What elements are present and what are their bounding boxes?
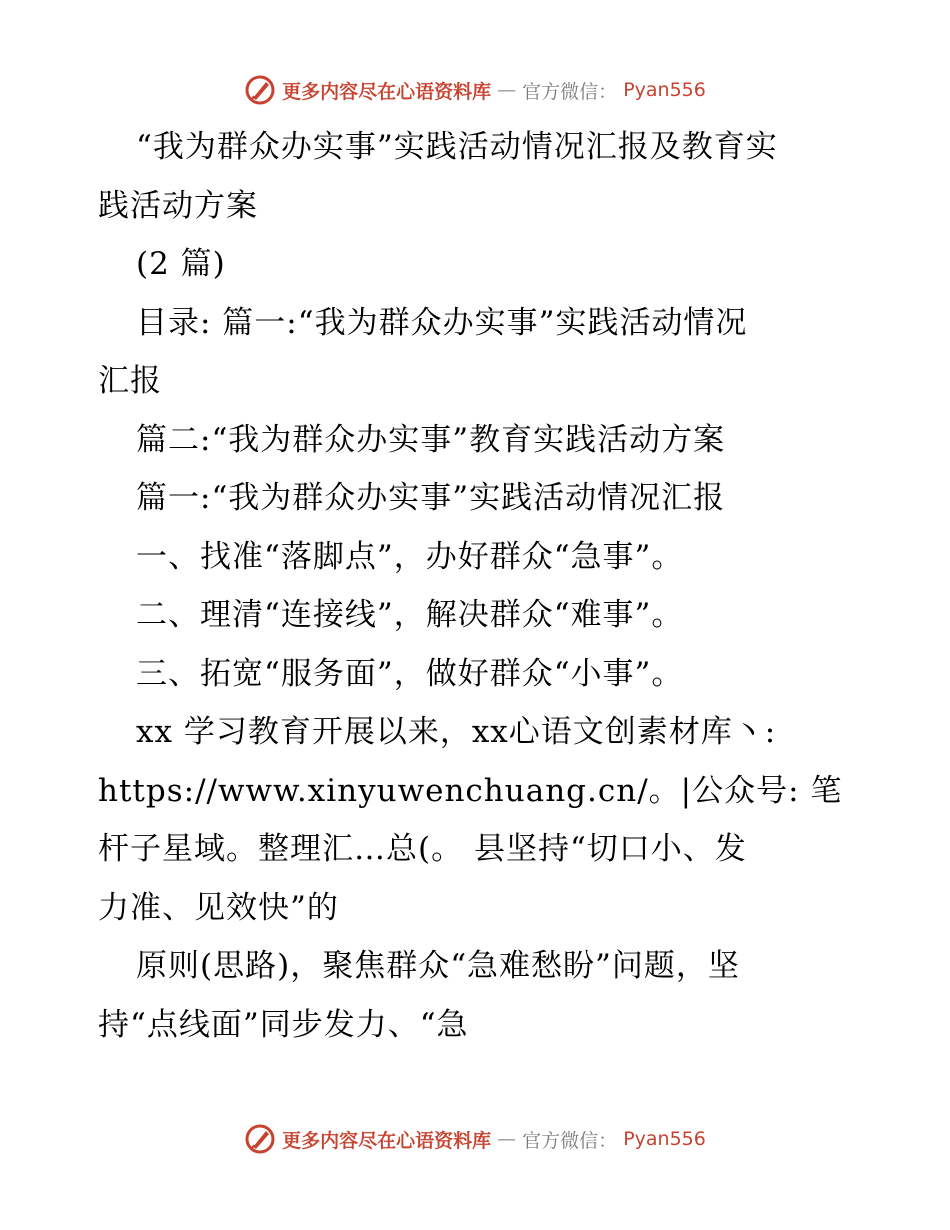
- title-line-1: “我为群众办实事”实践活动情况汇报及教育实: [136, 129, 778, 165]
- title-line-2: 践活动方案: [98, 187, 258, 224]
- section-heading: 篇一:“我为群众办实事”实践活动情况汇报: [136, 480, 726, 516]
- toc-line-1: 目录: 篇一:“我为群众办实事”实践活动情况: [136, 304, 748, 341]
- banner-wechat-id: Pyan556: [623, 79, 706, 101]
- quill-logo-icon: [244, 74, 276, 106]
- point-3: 三、拓宽“服务面”，做好群众“小事”。: [136, 655, 684, 692]
- banner-brand-text: 更多内容尽在心语资料库: [282, 1129, 492, 1152]
- quill-logo-icon: [244, 1123, 276, 1155]
- banner-dash: —: [497, 1128, 517, 1150]
- body-line-6: 持“点线面”同步发力、“急: [98, 1006, 469, 1043]
- body-line-5: 原则(思路)，聚焦群众“急难愁盼”问题，坚: [136, 948, 740, 984]
- title-count: (2 篇): [136, 246, 226, 282]
- banner-brand-text: 更多内容尽在心语资料库: [282, 80, 492, 103]
- point-1: 一、找准“落脚点”，办好群众“急事”。: [136, 538, 684, 575]
- document-body: [98, 118, 850, 1054]
- banner-wechat-label: 官方微信：: [522, 80, 618, 103]
- point-2: 二、理清“连接线”，解决群众“难事”。: [136, 597, 684, 633]
- banner-wechat-label: 官方微信：: [522, 1129, 618, 1152]
- body-line-1: xx 学习教育开展以来，xx心语文创素材库丶:: [136, 714, 777, 750]
- header-banner: [0, 70, 950, 110]
- body-line-2: https://www.xinyuwenchuang.cn/。|公众号: 笔: [98, 772, 843, 809]
- body-line-4: 力准、见效快”的: [98, 889, 339, 926]
- body-line-3: 杆子星域。整理汇…总(。 县坚持“切口小、发: [98, 831, 747, 867]
- toc-line-3: 篇二:“我为群众办实事”教育实践活动方案: [136, 421, 726, 458]
- banner-wechat-id: Pyan556: [623, 1128, 706, 1150]
- banner-dash: —: [497, 79, 517, 101]
- toc-line-2: 汇报: [98, 363, 162, 399]
- footer-banner: [0, 1119, 950, 1159]
